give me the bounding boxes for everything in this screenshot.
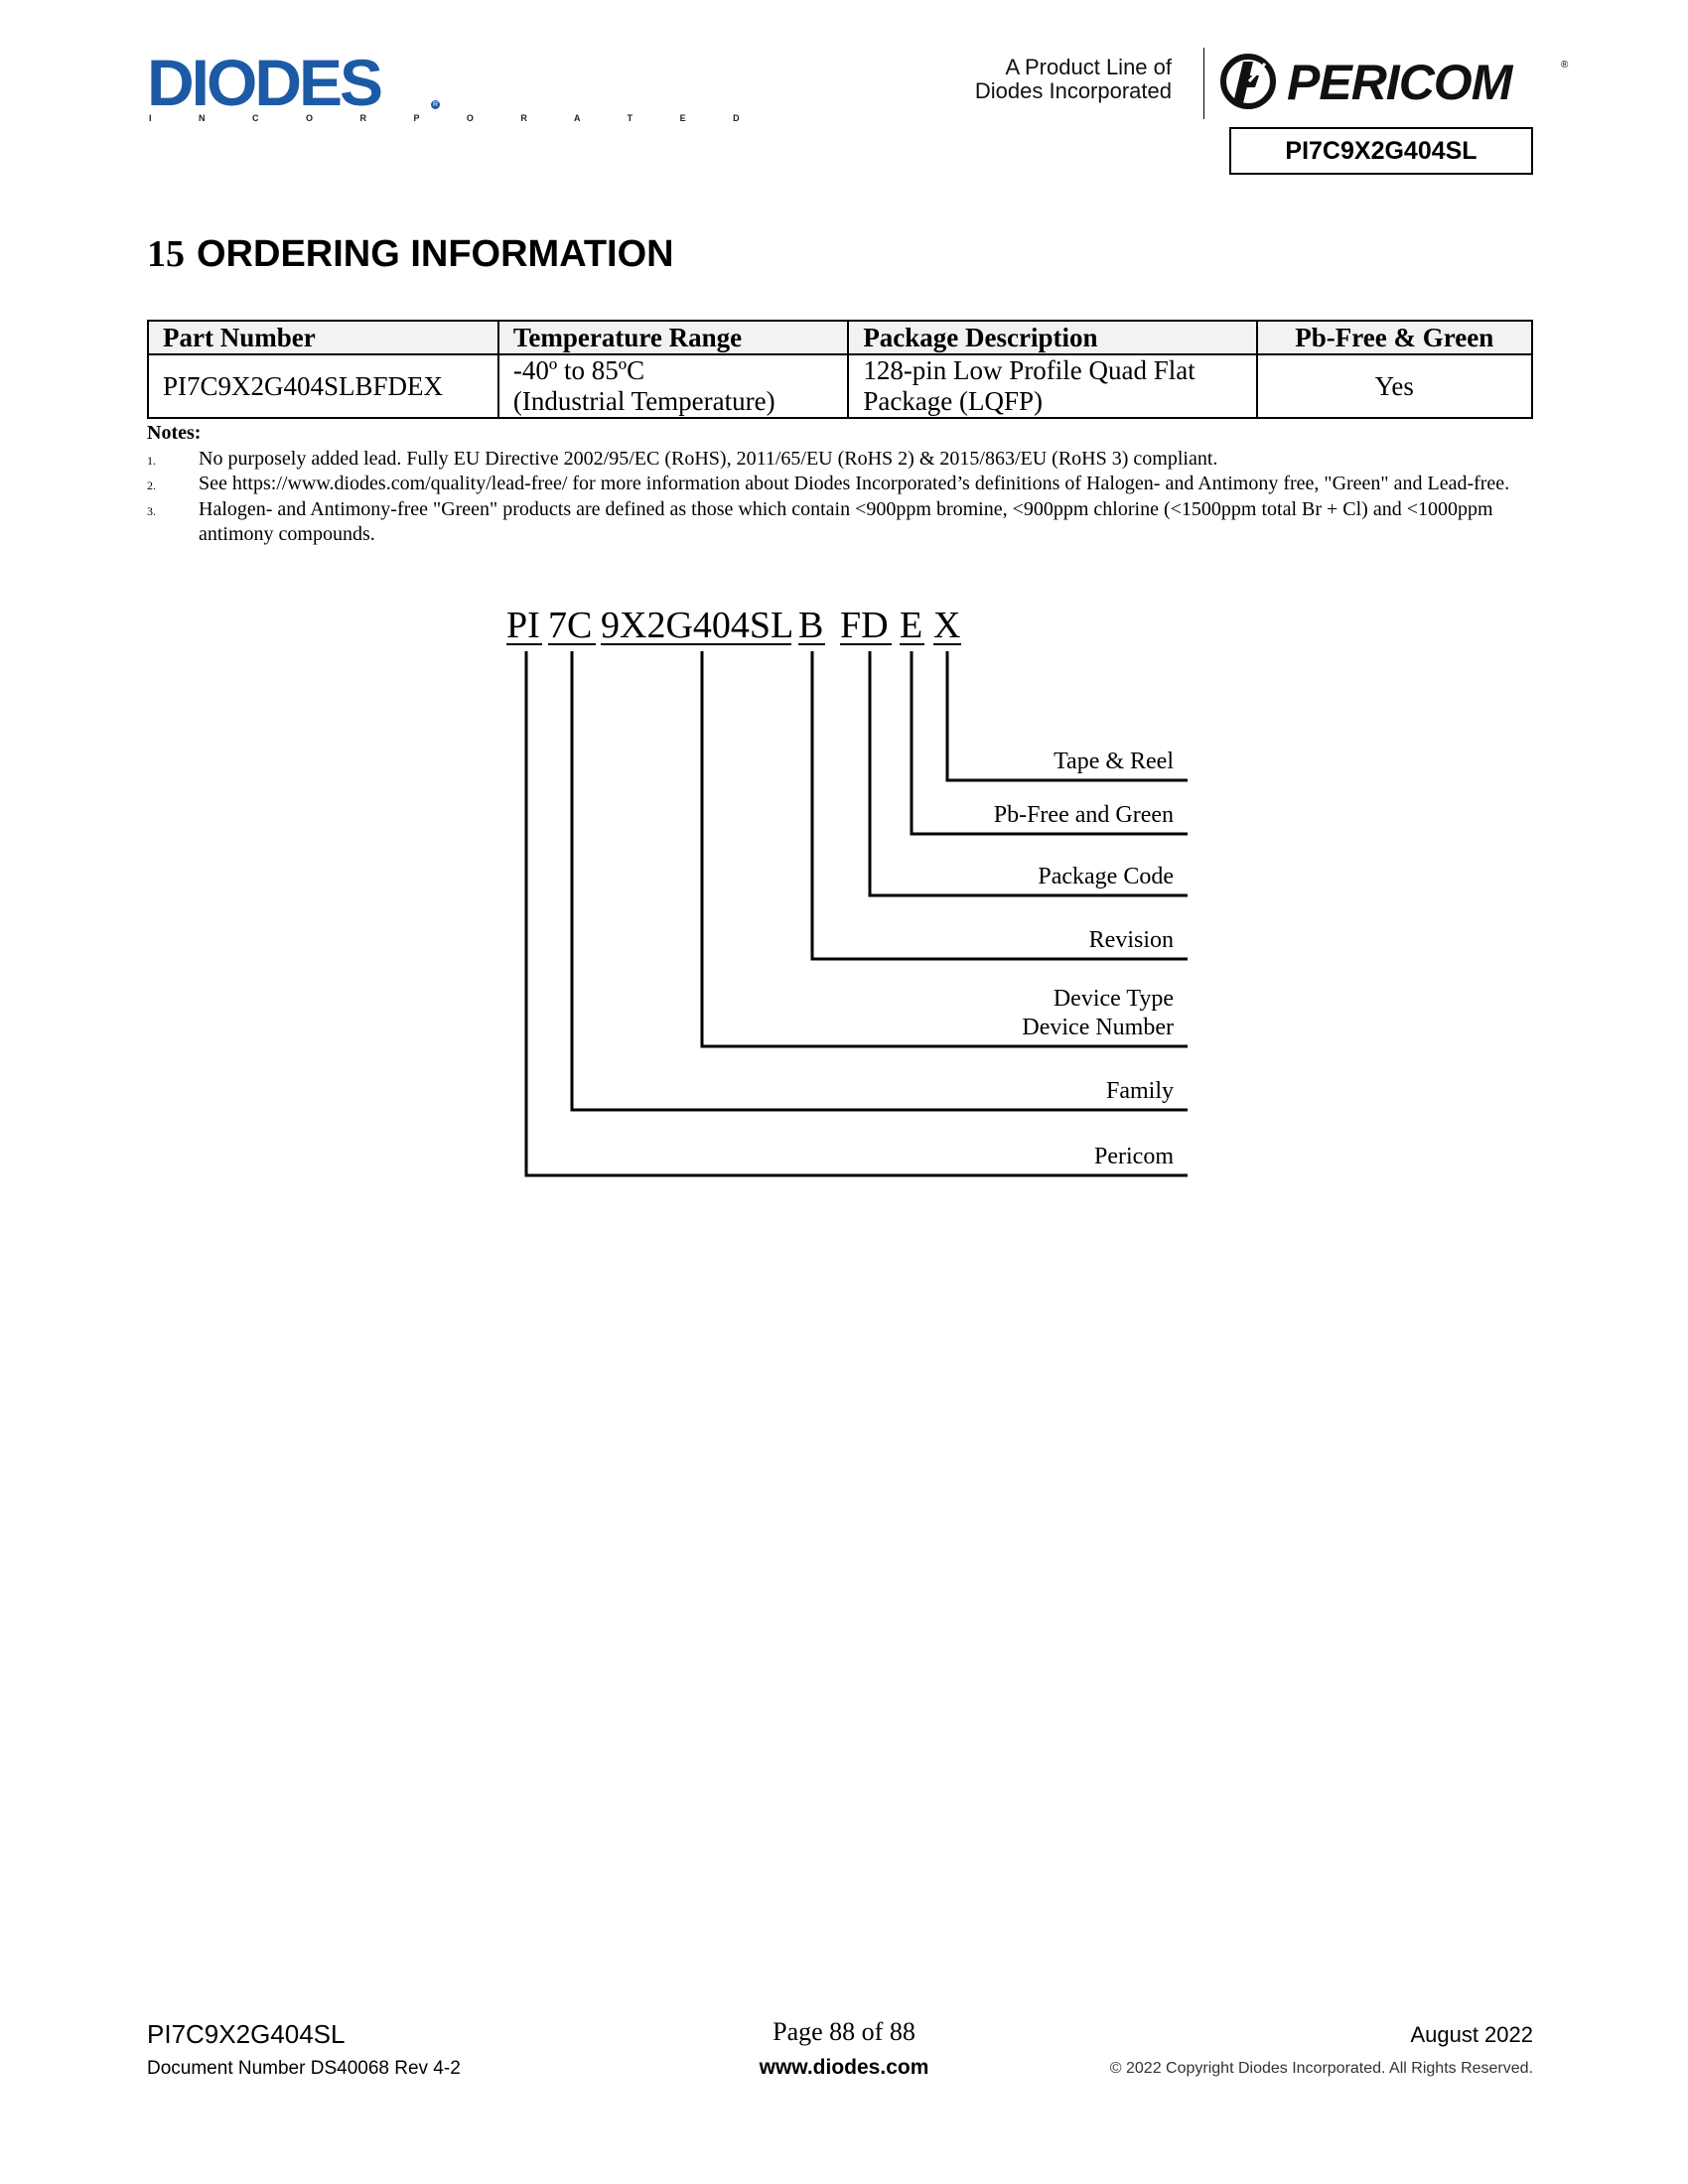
pericom-wordmark: PERICOM: [1287, 55, 1512, 110]
code-field-label: Tape & Reel: [1054, 749, 1174, 774]
ordering-table: [147, 320, 1533, 419]
note-item: [147, 447, 1537, 473]
code-segment: E: [900, 605, 923, 646]
section-number: 15: [147, 233, 185, 275]
package-description-line: Package (LQFP): [863, 386, 1044, 416]
pericom-logo: [1219, 54, 1577, 109]
table-row: [148, 354, 1532, 418]
column-header: Pb-Free & Green: [1257, 321, 1532, 354]
code-leader-line: [812, 651, 1188, 959]
code-field-label: Device Type: [1053, 986, 1174, 1012]
product-line-text: [975, 56, 1172, 103]
note-item: [147, 497, 1537, 548]
note-number: 3.: [147, 503, 156, 518]
temperature-range-line: (Industrial Temperature): [512, 386, 775, 416]
footer-date: August 2022: [1410, 2022, 1533, 2047]
section-title: [147, 230, 674, 278]
note-text: See https://www.diodes.com/quality/lead-free/ for more information about Diodes Incorporated’s definitions of Halogen- and Antimony free, "Green" and Lead-free.: [199, 473, 1510, 494]
part-number-cell: PI7C9X2G404SLBFDEX: [148, 354, 498, 418]
code-leader-line: [702, 651, 1188, 1046]
code-segment: 7C: [548, 605, 593, 646]
product-line-1: A Product Line of: [1005, 55, 1172, 79]
column-header: Temperature Range: [498, 321, 848, 354]
code-segment: PI: [506, 605, 540, 646]
code-segment: 9X2G404SL: [601, 605, 794, 646]
code-leader-line: [947, 651, 1188, 780]
code-field-label: Family: [1105, 1078, 1174, 1104]
notes-heading: Notes:: [147, 422, 202, 444]
code-segment: B: [798, 605, 824, 646]
note-text: Halogen- and Antimony-free "Green" products are defined as those which contain <900ppm bromine, <900ppm chlorine (<1500ppm total Br + Cl) and <1000ppm antimony compounds.: [199, 497, 1493, 545]
code-field-label: Device Number: [1022, 1015, 1174, 1040]
diodes-logo-wordmark: DIODES: [147, 46, 381, 119]
note-text: No purposely added lead. Fully EU Directive 2002/95/EC (RoHS), 2011/65/EU (RoHS 2) & 2015/863/EU (RoHS 3) compliant.: [199, 447, 1218, 470]
column-header: Part Number: [148, 321, 498, 354]
code-leader-line: [870, 651, 1188, 895]
code-segment: FD: [840, 605, 889, 646]
diodes-logo-subtitle: I N C O R P O R A T E D: [149, 113, 763, 123]
temperature-range-cell: [498, 354, 848, 418]
column-header: Package Description: [848, 321, 1256, 354]
table-header-row: [148, 321, 1532, 354]
diodes-logo: [147, 46, 763, 127]
footer-page-number: Page 88 of 88: [773, 2017, 915, 2046]
code-field-label: Pericom: [1094, 1144, 1174, 1169]
code-leader-line: [526, 651, 1188, 1175]
code-field-label: Pb-Free and Green: [993, 802, 1174, 828]
notes-section: [147, 421, 1537, 548]
code-field-label: Package Code: [1038, 864, 1174, 889]
note-item: [147, 472, 1537, 497]
registered-mark-icon: R: [432, 101, 439, 108]
footer-document-number: Document Number DS40068 Rev 4-2: [147, 2058, 461, 2079]
code-leader-line: [912, 651, 1188, 834]
package-description-cell: [848, 354, 1256, 418]
part-number-box: PI7C9X2G404SL: [1229, 127, 1533, 175]
pb-free-green-cell: Yes: [1257, 354, 1532, 418]
pericom-mark-icon: [1219, 54, 1277, 109]
note-number: 1.: [147, 453, 156, 468]
footer-website: www.diodes.com: [759, 2056, 929, 2079]
registered-mark-icon: ®: [1561, 60, 1569, 70]
code-leader-line: [572, 651, 1188, 1110]
footer-copyright: © 2022 Copyright Diodes Incorporated. All Rights Reserved.: [1109, 2060, 1533, 2077]
note-number: 2.: [147, 478, 156, 492]
footer-part-number: PI7C9X2G404SL: [147, 2019, 346, 2049]
section-title-text: ORDERING INFORMATION: [197, 233, 674, 275]
temperature-range-line: -40º to 85ºC: [512, 355, 645, 385]
product-line-2: Diodes Incorporated: [974, 78, 1172, 103]
package-description-line: 128-pin Low Profile Quad Flat: [863, 355, 1196, 385]
code-segment: X: [933, 605, 961, 646]
code-field-label: Revision: [1088, 927, 1174, 953]
header-divider: [1203, 48, 1204, 119]
